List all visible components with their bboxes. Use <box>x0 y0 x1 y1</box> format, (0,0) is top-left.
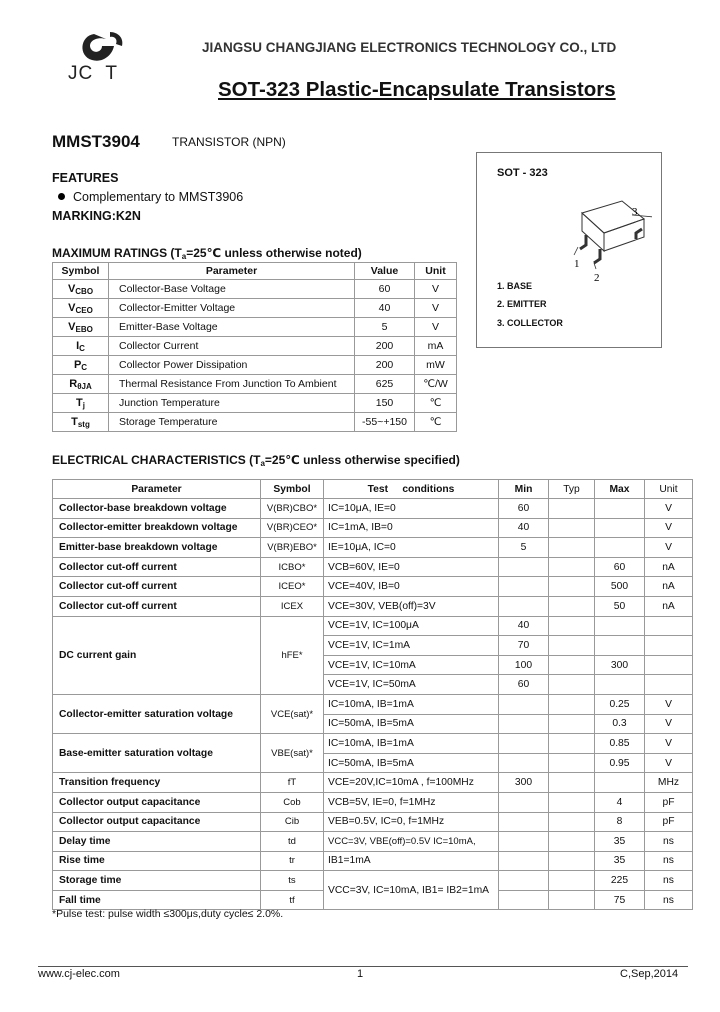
parameter-cell: Storage time <box>53 871 261 891</box>
unit-cell: V <box>645 694 693 714</box>
unit-cell <box>645 636 693 656</box>
symbol-cell: $R_{\theta JA}$ <box>53 375 109 394</box>
marking-code: MARKING:K2N <box>52 209 141 223</box>
condition-cell: VCE=40V, IB=0 <box>324 577 499 597</box>
unit-cell: V <box>645 518 693 538</box>
unit-cell: V <box>645 714 693 734</box>
symbol-cell: tr <box>261 851 324 871</box>
parameter-cell: Collector Power Dissipation <box>109 356 355 375</box>
symbol-cell: $I_C$ <box>53 337 109 356</box>
min-cell <box>499 577 549 597</box>
max-cell: 500 <box>595 577 645 597</box>
parameter-cell: Collector cut-off current <box>53 577 261 597</box>
condition-cell: VCE=20V,IC=10mA , f=100MHz <box>324 773 499 793</box>
min-cell <box>499 890 549 910</box>
max-ratings-table <box>52 262 457 432</box>
condition-cell: IC=50mA, IB=5mA <box>324 714 499 734</box>
max-cell <box>595 773 645 793</box>
symbol-cell: $T_{stg}$ <box>53 413 109 432</box>
min-cell: 40 <box>499 518 549 538</box>
table-row <box>53 734 693 754</box>
table-row <box>53 577 693 597</box>
max-cell: 8 <box>595 812 645 832</box>
page-number: 1 <box>357 968 364 980</box>
table-row <box>53 299 457 318</box>
table-row <box>53 812 693 832</box>
min-cell: 100 <box>499 655 549 675</box>
table-row <box>53 375 457 394</box>
value-cell: 150 <box>355 394 415 413</box>
min-cell <box>499 851 549 871</box>
bullet-icon <box>58 193 65 200</box>
parameter-cell: Junction Temperature <box>109 394 355 413</box>
unit-cell: pF <box>645 812 693 832</box>
symbol-cell: $P_C$ <box>53 356 109 375</box>
unit-cell: ℃/W <box>415 375 457 394</box>
symbol-cell: V(BR)CEO* <box>261 518 324 538</box>
table-row <box>53 557 693 577</box>
col-min: Min <box>499 480 549 499</box>
part-type: TRANSISTOR (NPN) <box>172 135 286 149</box>
table-row <box>53 616 693 636</box>
unit-cell: mW <box>415 356 457 375</box>
parameter-cell: Collector-Base Voltage <box>109 280 355 299</box>
parameter-cell: Base-emitter saturation voltage <box>53 734 261 773</box>
parameter-cell: Collector output capacitance <box>53 812 261 832</box>
condition-cell: IE=10μA, IC=0 <box>324 538 499 558</box>
symbol-cell: ts <box>261 871 324 891</box>
value-cell: 200 <box>355 356 415 375</box>
unit-cell: V <box>645 499 693 519</box>
table-row <box>53 413 457 432</box>
max-cell: 35 <box>595 832 645 852</box>
pin-label: 3 <box>632 206 638 218</box>
col-conditions: Test conditions <box>324 480 499 499</box>
max-cell <box>595 499 645 519</box>
symbol-cell: ICEX <box>261 596 324 616</box>
table-row <box>53 596 693 616</box>
min-cell <box>499 832 549 852</box>
unit-cell <box>645 655 693 675</box>
table-row <box>53 694 693 714</box>
min-cell <box>499 871 549 891</box>
features-heading: FEATURES <box>52 171 119 185</box>
min-cell: 300 <box>499 773 549 793</box>
col-typ: Typ <box>549 480 595 499</box>
symbol-cell: ICEO* <box>261 577 324 597</box>
value-cell: 60 <box>355 280 415 299</box>
symbol-cell: ICBO* <box>261 557 324 577</box>
parameter-cell: Collector Current <box>109 337 355 356</box>
symbol-cell: td <box>261 832 324 852</box>
max-cell <box>595 675 645 695</box>
table-row <box>53 518 693 538</box>
min-cell <box>499 714 549 734</box>
symbol-cell: hFE* <box>261 616 324 694</box>
unit-cell: nA <box>645 557 693 577</box>
condition-cell: IC=1mA, IB=0 <box>324 518 499 538</box>
unit-cell: ns <box>645 832 693 852</box>
max-cell: 0.3 <box>595 714 645 734</box>
max-cell <box>595 518 645 538</box>
col-symbol: Symbol <box>53 263 109 280</box>
table-row <box>53 773 693 793</box>
parameter-cell: Collector-emitter saturation voltage <box>53 694 261 733</box>
condition-cell: VEB=0.5V, IC=0, f=1MHz <box>324 812 499 832</box>
parameter-cell: Fall time <box>53 890 261 910</box>
symbol-cell: fT <box>261 773 324 793</box>
col-parameter: Parameter <box>53 480 261 499</box>
parameter-cell: Collector cut-off current <box>53 596 261 616</box>
max-cell <box>595 636 645 656</box>
min-cell: 5 <box>499 538 549 558</box>
parameter-cell: Emitter-Base Voltage <box>109 318 355 337</box>
min-cell <box>499 694 549 714</box>
table-row <box>53 871 693 891</box>
unit-cell <box>645 675 693 695</box>
min-cell <box>499 734 549 754</box>
symbol-cell: $V_{EBO}$ <box>53 318 109 337</box>
electrical-table <box>52 479 693 910</box>
col-value: Value <box>355 263 415 280</box>
condition-cell: IC=10mA, IB=1mA <box>324 694 499 714</box>
parameter-cell: Collector-Emitter Voltage <box>109 299 355 318</box>
unit-cell: mA <box>415 337 457 356</box>
condition-cell: VCB=60V, IE=0 <box>324 557 499 577</box>
min-cell: 40 <box>499 616 549 636</box>
condition-cell: VCE=1V, IC=50mA <box>324 675 499 695</box>
col-unit: Unit <box>415 263 457 280</box>
unit-cell: V <box>645 753 693 773</box>
unit-cell: V <box>645 538 693 558</box>
parameter-cell: Collector-emitter breakdown voltage <box>53 518 261 538</box>
table-row <box>53 792 693 812</box>
max-cell: 0.25 <box>595 694 645 714</box>
pin-label: 1 <box>574 258 580 270</box>
col-parameter: Parameter <box>109 263 355 280</box>
col-unit: Unit <box>645 480 693 499</box>
max-cell: 300 <box>595 655 645 675</box>
col-max: Max <box>595 480 645 499</box>
unit-cell: V <box>415 280 457 299</box>
package-box <box>476 152 662 348</box>
unit-cell <box>645 616 693 636</box>
value-cell: 40 <box>355 299 415 318</box>
value-cell: 625 <box>355 375 415 394</box>
condition-cell: VCE=1V, IC=1mA <box>324 636 499 656</box>
page-title: SOT-323 Plastic-Encapsulate Transistors <box>218 78 616 101</box>
max-cell: 60 <box>595 557 645 577</box>
parameter-cell: Collector cut-off current <box>53 557 261 577</box>
max-cell: 75 <box>595 890 645 910</box>
pulse-test-note: *Pulse test: pulse width ≤300μs,duty cycle≤ 2.0%. <box>52 908 284 920</box>
table-row <box>53 280 457 299</box>
symbol-cell: VCE(sat)* <box>261 694 324 733</box>
condition-cell: IC=50mA, IB=5mA <box>324 753 499 773</box>
table-row <box>53 499 693 519</box>
min-cell <box>499 812 549 832</box>
value-cell: 5 <box>355 318 415 337</box>
table-row <box>53 337 457 356</box>
table-row <box>53 394 457 413</box>
parameter-cell: DC current gain <box>53 616 261 694</box>
value-cell: 200 <box>355 337 415 356</box>
max-cell: 0.85 <box>595 734 645 754</box>
symbol-cell: $V_{CBO}$ <box>53 280 109 299</box>
max-ratings-heading: MAXIMUM RATINGS ($T_a=25℃$ unless otherwise noted) <box>52 246 362 261</box>
table-header <box>53 480 693 499</box>
pin-label: 2 <box>594 272 600 283</box>
table-header <box>53 263 457 280</box>
symbol-cell: V(BR)CBO* <box>261 499 324 519</box>
unit-cell: nA <box>645 596 693 616</box>
condition-cell: VCC=3V, IC=10mA, IB1= IB2=1mA <box>324 871 499 910</box>
unit-cell: ℃ <box>415 413 457 432</box>
condition-cell: IC=10μA, IE=0 <box>324 499 499 519</box>
pin-3: 3. COLLECTOR <box>497 318 563 328</box>
unit-cell: ns <box>645 890 693 910</box>
max-cell: 225 <box>595 871 645 891</box>
unit-cell: V <box>415 318 457 337</box>
parameter-cell: Collector output capacitance <box>53 792 261 812</box>
feature-item: Complementary to MMST3906 <box>58 190 243 204</box>
condition-cell: VCE=1V, IC=100μA <box>324 616 499 636</box>
electrical-heading: ELECTRICAL CHARACTERISTICS ($T_a=25℃$ unless otherwise specified) <box>52 453 460 468</box>
condition-cell: IB1=1mA <box>324 851 499 871</box>
unit-cell: V <box>645 734 693 754</box>
parameter-cell: Storage Temperature <box>109 413 355 432</box>
footer-url[interactable]: www.cj-elec.com <box>38 968 120 980</box>
table-row <box>53 356 457 375</box>
max-cell <box>595 538 645 558</box>
pin-1: 1. BASE <box>497 281 533 291</box>
part-number: MMST3904 <box>52 132 140 151</box>
unit-cell: pF <box>645 792 693 812</box>
footer-date: C,Sep,2014 <box>620 968 679 980</box>
unit-cell: V <box>415 299 457 318</box>
condition-cell: VCB=5V, IE=0, f=1MHz <box>324 792 499 812</box>
parameter-cell: Emitter-base breakdown voltage <box>53 538 261 558</box>
company-name: JIANGSU CHANGJIANG ELECTRONICS TECHNOLOGY CO., LTD <box>202 40 617 55</box>
col-symbol: Symbol <box>261 480 324 499</box>
min-cell <box>499 753 549 773</box>
symbol-cell: $V_{CEO}$ <box>53 299 109 318</box>
symbol-cell: V(BR)EBO* <box>261 538 324 558</box>
package-name: SOT - 323 <box>497 167 548 179</box>
unit-cell: ns <box>645 871 693 891</box>
symbol-cell: VBE(sat)* <box>261 734 324 773</box>
package-outline-icon <box>572 193 652 283</box>
company-logo-icon <box>72 30 132 66</box>
condition-cell: IC=10mA, IB=1mA <box>324 734 499 754</box>
table-row <box>53 318 457 337</box>
parameter-cell: Collector-base breakdown voltage <box>53 499 261 519</box>
symbol-cell: Cib <box>261 812 324 832</box>
min-cell <box>499 792 549 812</box>
table-row <box>53 832 693 852</box>
unit-cell: nA <box>645 577 693 597</box>
min-cell: 70 <box>499 636 549 656</box>
footer-divider <box>38 966 688 967</box>
symbol-cell: tf <box>261 890 324 910</box>
max-cell: 0.95 <box>595 753 645 773</box>
unit-cell: MHz <box>645 773 693 793</box>
table-row <box>53 851 693 871</box>
min-cell <box>499 596 549 616</box>
condition-cell: VCE=1V, IC=10mA <box>324 655 499 675</box>
parameter-cell: Delay time <box>53 832 261 852</box>
symbol-cell: Cob <box>261 792 324 812</box>
max-cell <box>595 616 645 636</box>
min-cell: 60 <box>499 499 549 519</box>
symbol-cell: $T_j$ <box>53 394 109 413</box>
max-cell: 50 <box>595 596 645 616</box>
parameter-cell: Transition frequency <box>53 773 261 793</box>
min-cell <box>499 557 549 577</box>
max-cell: 35 <box>595 851 645 871</box>
max-cell: 4 <box>595 792 645 812</box>
condition-cell: VCE=30V, VEB(off)=3V <box>324 596 499 616</box>
unit-cell: ℃ <box>415 394 457 413</box>
logo-text: JC T <box>68 63 119 84</box>
parameter-cell: Thermal Resistance From Junction To Ambient <box>109 375 355 394</box>
min-cell: 60 <box>499 675 549 695</box>
parameter-cell: Rise time <box>53 851 261 871</box>
unit-cell: ns <box>645 851 693 871</box>
pin-2: 2. EMITTER <box>497 299 547 309</box>
value-cell: -55~+150 <box>355 413 415 432</box>
condition-cell: VCC=3V, VBE(off)=0.5V IC=10mA, <box>324 832 499 852</box>
table-row <box>53 538 693 558</box>
